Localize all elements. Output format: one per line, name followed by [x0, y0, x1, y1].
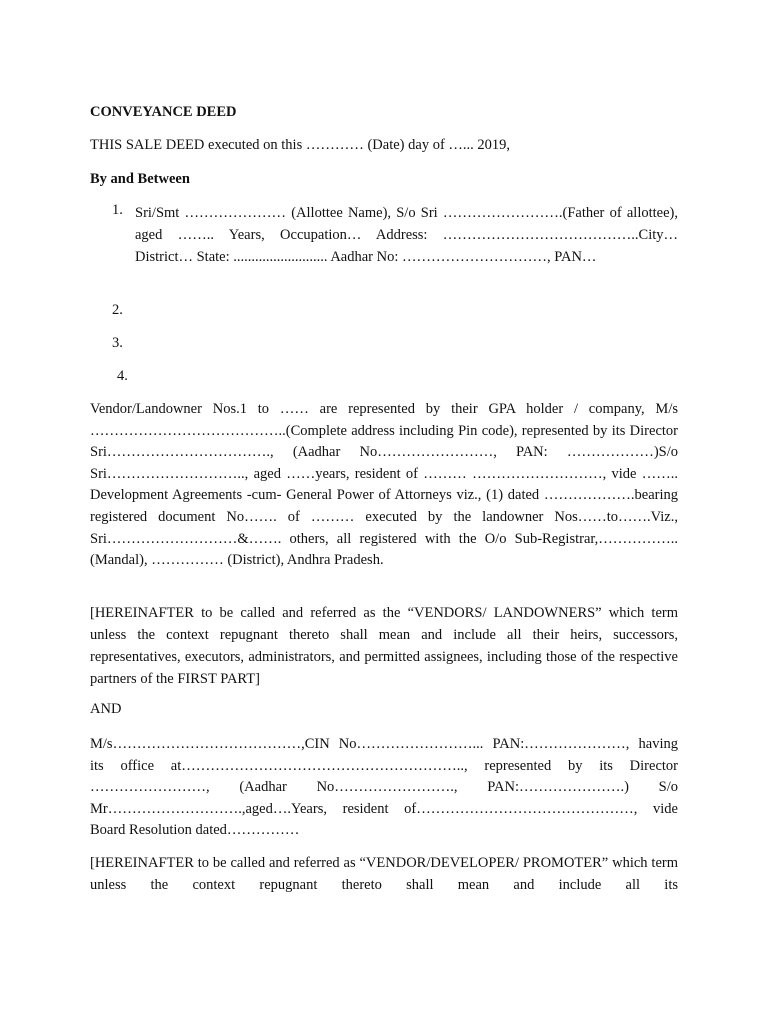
hereinafter-first-part: [HEREINAFTER to be called and referred as the “VENDORS/ LANDOWNERS” which term unless the context repugnant thereto shall mean and include all their heirs, successors, representatives, executors, administrators, and permitted assignees, including those of the respective partners of the FIRST PART]: [90, 605, 678, 687]
party-4-number: 4.: [117, 368, 128, 384]
hereinafter-second-part: [HEREINAFTER to be called and referred as “VENDOR/DEVELOPER/ PROMOTER” which term unless the context repugnant thereto shall mean and include all its: [90, 855, 678, 893]
by-and-between-heading: By and Between: [90, 171, 190, 187]
and-label: AND: [90, 701, 122, 717]
vendor-paragraph: Vendor/Landowner Nos.1 to …… are represented by their GPA holder / company, M/s …………………………………..(Complete address including Pin code), represented by its Director Sri……………………………., (Aadhar No……………………, PAN: ………………)S/o Sri……………………….., aged ……years, resident of ……… ………………………, vide …….. Development Agreements -cum- General Power of Attorneys viz., (1) dated ……………….bearing registered document No……. of ……… executed by the landowner Nos……to…….Viz., Sri………………………&……. others, all registered with the O/o Sub-Registrar,……………..(Mandal), …………… (District), Andhra Pradesh.: [90, 401, 678, 569]
party-3-number: 3.: [112, 335, 123, 351]
party-1-number: 1.: [112, 202, 123, 218]
opening-line: THIS SALE DEED executed on this ………… (Date) day of …... 2019,: [90, 137, 511, 153]
party-2-number: 2.: [112, 302, 123, 318]
developer-paragraph: M/s…………………………………,CIN No……………………... PAN:…………………, having its office at………………………………………………….., represented by its Director ……………………, (Aadhar No……………………., PAN:………………….) S/o Mr……………………….,aged….Years, resident of………………………………………, vide Board Resolution dated……………: [90, 736, 678, 838]
party-1-text: Sri/Smt ………………… (Allottee Name), S/o Sri …………………….(Father of allottee), aged …….. Years, Occupation… Address: …………………………………..City… District… State: .......................... Aadhar No: …………………………, PAN…: [135, 205, 678, 265]
party-1-item: [112, 202, 678, 268]
document-title: CONVEYANCE DEED: [90, 104, 237, 120]
